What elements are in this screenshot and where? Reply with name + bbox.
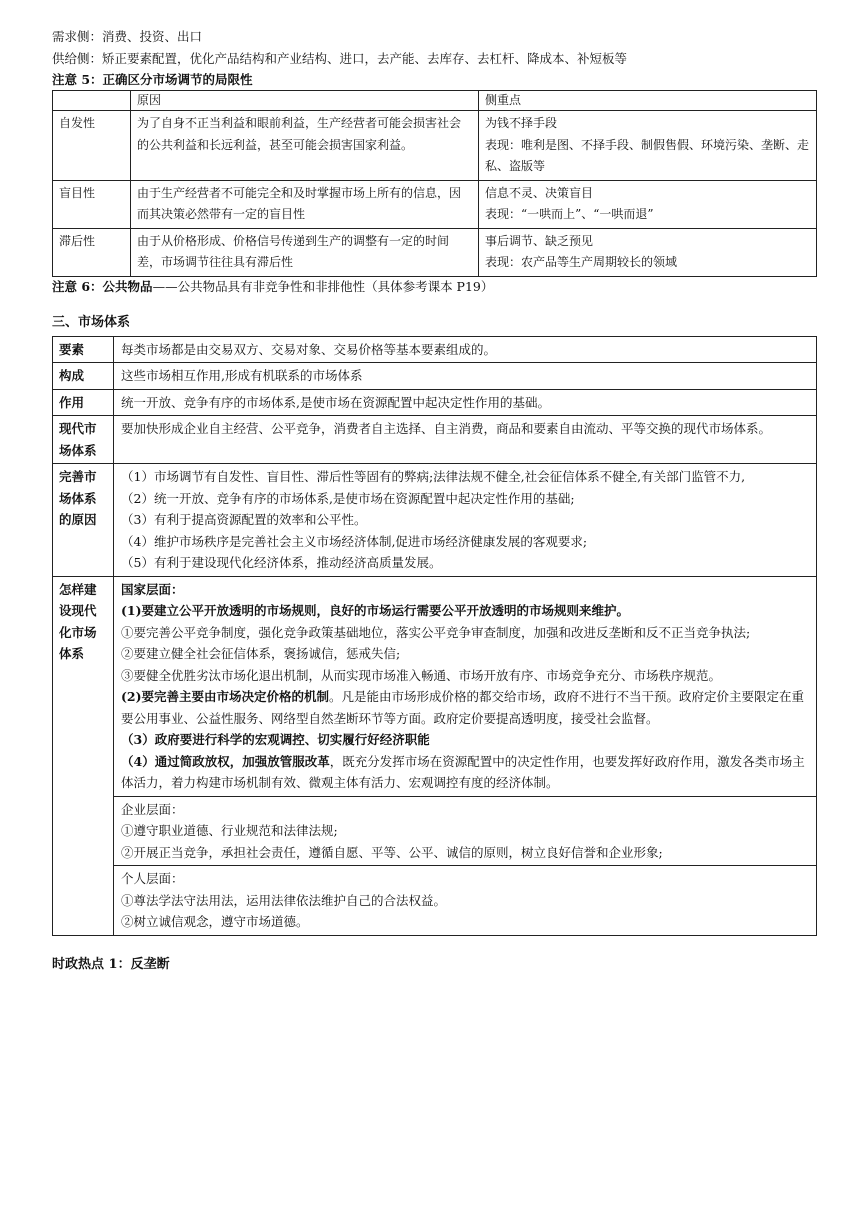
market-system-table xyxy=(52,336,817,936)
national-level-title: 国家层面： xyxy=(121,581,184,597)
row-reason: 由于从价格形成、价格信号传递到生产的调整有一定的时间差，市场调节往往具有滞后性 xyxy=(131,228,479,276)
row-reason: 由于生产经营者不可能完全和及时掌握市场上所有的信息，因而其决策必然带有一定的盲目性 xyxy=(131,180,479,228)
point-4-text: ，既充分发挥市场在资源配置中的决定性作用，也要发挥好政府作用，激发各类市场主体活力，着力构建市场机制有效、微观主体有活力、宏观调控有度的经济体制。 xyxy=(121,753,805,790)
list-item: ②要建立健全社会征信体系，褒扬诚信，惩戒失信; xyxy=(121,646,401,661)
national-point-2 xyxy=(121,686,809,729)
enterprise-level-cell xyxy=(114,796,817,866)
national-point-3: （3）政府要进行科学的宏观调控、切实履行好经济职能 xyxy=(121,732,430,747)
row-focus xyxy=(479,111,817,181)
list-item: ①遵守职业道德、行业规范和法律法规; xyxy=(121,823,338,838)
table-row xyxy=(53,111,817,181)
table-row xyxy=(53,866,817,936)
national-point-4 xyxy=(121,751,809,794)
row-key: 完善市场体系的原因 xyxy=(53,464,114,577)
table-row xyxy=(53,336,817,363)
table-row xyxy=(53,796,817,866)
list-item: （1）市场调节有自发性、盲目性、滞后性等固有的弊病;法律法规不健全,社会征信体系不健全,有关部门监管不力, xyxy=(121,469,746,484)
table-row xyxy=(53,389,817,416)
list-item: ②开展正当竞争，承担社会责任，遵循自愿、平等、公平、诚信的原则，树立良好信誉和企业形象; xyxy=(121,844,663,860)
focus-detail: 表现：农产品等生产周期较长的领域 xyxy=(485,255,678,269)
note6-label: 注意 6：公共物品 xyxy=(52,278,153,294)
row-value: 这些市场相互作用,形成有机联系的市场体系 xyxy=(114,363,817,390)
row-value: 统一开放、竞争有序的市场体系,是使市场在资源配置中起决定性作用的基础。 xyxy=(114,389,817,416)
table-row xyxy=(53,363,817,390)
table-row xyxy=(53,228,817,276)
table-row xyxy=(53,416,817,464)
national-point-1: (1)要建立公平开放透明的市场规则，良好的市场运行需要公平开放透明的市场规则来维护。 xyxy=(121,603,630,618)
note5-title: 注意 5：正确区分市场调节的局限性 xyxy=(52,72,253,87)
list-item: （5）有利于建设现代化经济体系，推动经济高质量发展。 xyxy=(121,555,442,570)
row-focus xyxy=(479,180,817,228)
document-page xyxy=(52,26,820,975)
market-limitations-table xyxy=(52,90,817,277)
table-row xyxy=(53,464,817,577)
focus-summary: 事后调节、缺乏预见 xyxy=(485,233,594,248)
row-key: 构成 xyxy=(53,363,114,390)
row-key: 怎样建设现代化市场体系 xyxy=(53,576,114,935)
header-cell-empty xyxy=(53,91,131,111)
row-key: 要素 xyxy=(53,336,114,363)
list-item: ①要完善公平竞争制度，强化竞争政策基础地位，落实公平竞争审查制度，加强和改进反垄断和反不正当竞争执法; xyxy=(121,624,751,640)
note6-text: ——公共物品具有非竞争性和非排他性（具体参考课本 P19） xyxy=(152,278,494,294)
row-key: 现代市场体系 xyxy=(53,416,114,464)
note6 xyxy=(52,277,820,297)
personal-level-cell xyxy=(114,866,817,936)
list-item: （4）维护市场秩序是完善社会主义市场经济体制,促进市场经济健康发展的客观要求; xyxy=(121,533,588,549)
section-title: 三、市场体系 xyxy=(52,314,131,330)
point-2-text: 。凡是能由市场形成价格的都交给市场，政府不进行不当干预。政府定价主要限定在重要公用事业、公益性服务、网络型自然垄断环节等方面。政府定价要提高透明度，接受社会监督。 xyxy=(121,689,805,726)
table-row xyxy=(53,180,817,228)
point-2-heading: (2)要完善主要由市场决定价格的机制 xyxy=(121,689,330,704)
point-4-heading: （4）通过简政放权，加强放管服改革 xyxy=(121,753,330,769)
row-value xyxy=(114,464,817,577)
table-header-row xyxy=(53,91,817,111)
hot-topic-heading: 时政热点 1：反垄断 xyxy=(52,956,170,972)
personal-level-title: 个人层面： xyxy=(121,871,184,886)
demand-side-line: 需求侧：消费、投资、出口 xyxy=(52,29,203,44)
national-level-cell xyxy=(114,576,817,796)
enterprise-level-title: 企业层面： xyxy=(121,801,184,817)
row-value: 每类市场都是由交易双方、交易对象、交易价格等基本要素组成的。 xyxy=(114,336,817,363)
focus-summary: 为钱不择手段 xyxy=(485,116,558,130)
row-label: 滞后性 xyxy=(53,228,131,276)
supply-side-line: 供给侧：矫正要素配置，优化产品结构和产业结构、进口，去产能、去库存、去杠杆、降成本、补短板等 xyxy=(52,51,628,66)
list-item: ③要健全优胜劣汰市场化退出机制，从而实现市场准入畅通、市场开放有序、市场竞争充分、市场秩序规范。 xyxy=(121,667,722,683)
row-label: 自发性 xyxy=(53,111,131,181)
row-focus xyxy=(479,228,817,276)
list-item: ②树立诚信观念，遵守市场道德。 xyxy=(121,914,309,929)
list-item: （3）有利于提高资源配置的效率和公平性。 xyxy=(121,512,367,527)
row-label: 盲目性 xyxy=(53,180,131,228)
header-cell-focus: 侧重点 xyxy=(479,91,817,111)
list-item: ①尊法学法守法用法，运用法律依法维护自己的合法权益。 xyxy=(121,892,447,908)
focus-summary: 信息不灵、决策盲目 xyxy=(485,185,594,200)
header-cell-reason: 原因 xyxy=(131,91,479,111)
focus-detail: 表现：唯利是图、不择手段、制假售假、环境污染、垄断、走私、盗版等 xyxy=(485,137,810,173)
row-value: 要加快形成企业自主经营、公平竞争，消费者自主选择、自主消费，商品和要素自由流动、平等交换的现代市场体系。 xyxy=(114,416,817,464)
row-reason: 为了自身不正当利益和眼前利益，生产经营者可能会损害社会的公共利益和长远利益，甚至可能会损害国家利益。 xyxy=(131,111,479,181)
row-key: 作用 xyxy=(53,389,114,416)
list-item: （2）统一开放、竞争有序的市场体系,是使市场在资源配置中起决定性作用的基础; xyxy=(121,490,575,506)
focus-detail: 表现：“一哄而上”、“一哄而退” xyxy=(485,207,654,221)
table-row xyxy=(53,576,817,796)
